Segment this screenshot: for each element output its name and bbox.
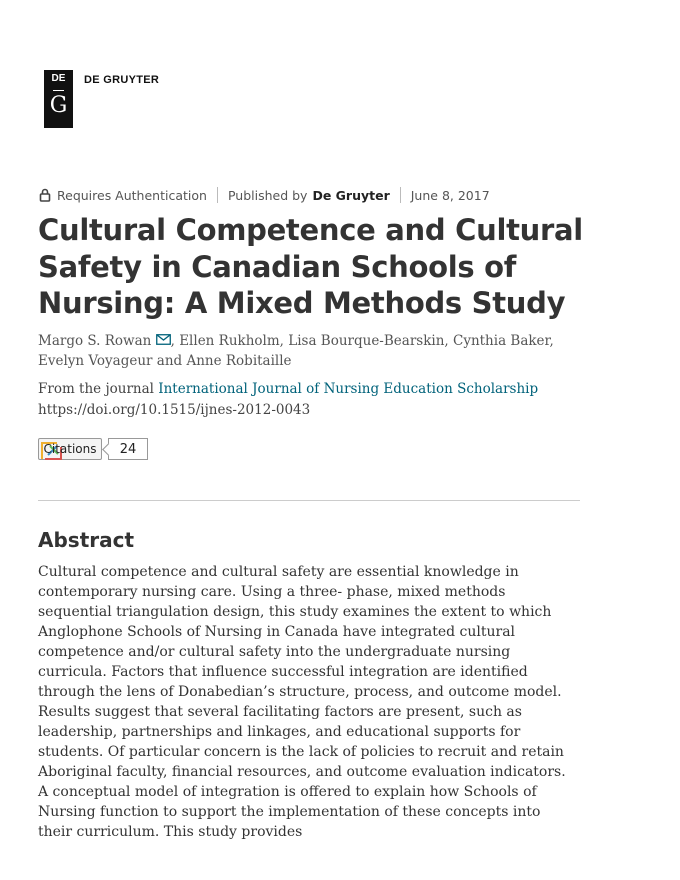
author-link[interactable]: Margo S. Rowan xyxy=(38,333,152,349)
access-status: Requires Authentication xyxy=(57,187,207,203)
citations-count: 24 xyxy=(108,438,148,460)
abstract-text: Cultural competence and cultural safety are essential knowledge in contemporary nursing care. Using a three- phase, mixed methods sequential triangulation design, this study examines the extent to which Anglophone Schools of Nursing in Canada have integrated cultural competence and/or cultural safety into the undergraduate nursing curricula. Factors that influence successful integration are identified through the lens of Donabedian’s structure, process, and outcome model. Results suggest that several facilitating factors are present, such as leadership, partnerships and linkages, and educational supports for students. Of particular concern is the lack of policies to recruit and retain Aboriginal faculty, financial resources, and outcome evaluation indicators. A conceptual model of integration is offered to explain how Schools of Nursing function to support the implementation of these concepts into their curriculum. This study provides xyxy=(38,564,566,840)
logo-divider xyxy=(53,90,64,91)
section-divider xyxy=(38,500,580,501)
citations-widget[interactable] xyxy=(38,438,148,460)
journal-prefix: From the journal xyxy=(38,381,154,397)
citations-badge[interactable] xyxy=(38,438,102,460)
abstract-heading: Abstract xyxy=(38,528,135,552)
logo-g-text: G xyxy=(49,93,68,118)
publisher-wordmark[interactable]: DE GRUYTER xyxy=(84,74,160,86)
published-by-label: Published by xyxy=(227,187,308,203)
author-links-line2[interactable]: Evelyn Voyageur and Anne Robitaille xyxy=(38,353,292,369)
publisher-logo[interactable] xyxy=(44,70,73,128)
publication-date: June 8, 2017 xyxy=(410,187,490,203)
email-icon[interactable] xyxy=(156,334,171,345)
author-links[interactable]: , Ellen Rukholm, Lisa Bourque-Bearskin, Cynthia Baker, xyxy=(170,333,554,349)
journal-link[interactable]: International Journal of Nursing Education Scholarship xyxy=(158,381,539,397)
publisher-link[interactable]: De Gruyter xyxy=(312,187,390,203)
meta-divider xyxy=(400,187,401,203)
author-list xyxy=(38,331,578,371)
logo-de-text: DE xyxy=(51,73,66,84)
meta-divider xyxy=(217,187,218,203)
article-meta-bar xyxy=(38,186,490,204)
doi-link[interactable]: https://doi.org/10.1515/ijnes-2012-0043 xyxy=(38,402,311,418)
article-title: Cultural Competence and Cultural Safety in Canadian Schools of Nursing: A Mixed Methods Study xyxy=(38,213,583,320)
citations-label: Citations xyxy=(43,442,97,456)
lock-icon xyxy=(38,188,52,202)
journal-info xyxy=(38,379,598,421)
